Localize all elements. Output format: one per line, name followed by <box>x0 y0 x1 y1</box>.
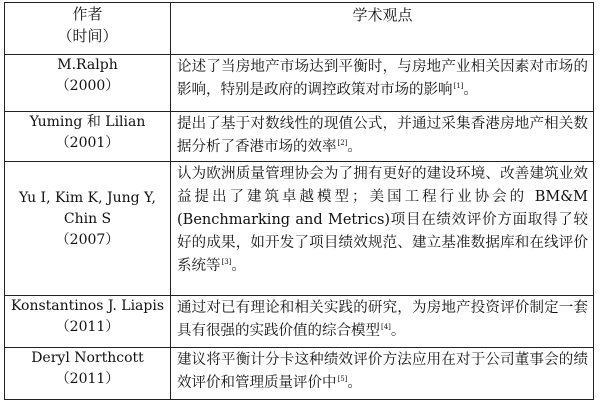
author-name: M.Ralph <box>57 57 118 73</box>
viewpoint-cell <box>171 296 594 348</box>
author-cell <box>5 296 171 348</box>
author-year: （2007） <box>55 232 120 248</box>
table-header-row <box>5 3 594 55</box>
author-year: （2011） <box>55 319 120 335</box>
sentence-end: 。 <box>390 323 406 339</box>
viewpoint-text: 建议将平衡计分卡这种绩效评价方法应用在对于公司董事会的绩效评价和管理质量评价中 <box>177 352 588 391</box>
table-row <box>5 55 594 112</box>
author-header <box>5 3 171 55</box>
viewpoint-text: 论述了当房地产市场达到平衡时，与房地产业相关因素对市场的影响，特别是政府的调控政策对市场的影响 <box>177 59 588 98</box>
table-row <box>5 162 594 296</box>
sentence-end: 。 <box>347 139 362 155</box>
sentence-end: 。 <box>347 375 362 391</box>
viewpoint-text: 提出了基于对数线性的现值公式，并通过采集香港房地产相关数据分析了香港市场的效率 <box>177 116 588 155</box>
citation-ref: [4] <box>381 323 391 331</box>
viewpoint-cell <box>171 348 594 400</box>
author-year: （2000） <box>55 78 120 94</box>
author-name: Yu I, Kim K, Jung Y, <box>19 190 156 206</box>
author-cell <box>5 162 171 296</box>
author-name: Deryl Northcott <box>31 350 144 366</box>
viewpoint-text: 认为欧洲质量管理协会为了拥有更好的建设环境、改善建筑业效益提出了建筑卓越模型；美国工程行业协会的 BM&M (Benchmarking and Metrics)项目在绩效评价方面取得了较好的成果，如开发了项目绩效规范、建立基准数据库和在线评价系统等 <box>177 166 588 274</box>
author-name: Konstantinos J. Liapis <box>10 298 165 314</box>
author-cell <box>5 112 171 162</box>
author-year: （2011） <box>55 371 120 387</box>
author-year: （2001） <box>55 135 120 151</box>
author-name-cont: Chin S <box>63 211 112 227</box>
viewpoint-header: 学术观点 <box>171 3 594 55</box>
author-cell <box>5 55 171 112</box>
viewpoint-cell <box>171 162 594 296</box>
literature-review-table <box>4 2 594 400</box>
sentence-end: 。 <box>231 258 246 274</box>
viewpoint-text: 通过对已有理论和相关实践的研究，为房地产投资评价制定一套具有很强的实践价值的综合模型 <box>177 300 588 339</box>
table-row <box>5 112 594 162</box>
citation-ref: [3] <box>221 258 232 266</box>
author-name: Yuming 和 Lilian <box>29 114 146 130</box>
viewpoint-cell <box>171 112 594 162</box>
author-cell <box>5 348 171 400</box>
table-row <box>5 348 594 400</box>
viewpoint-cell <box>171 55 594 112</box>
citation-ref: [2] <box>337 139 348 147</box>
time-header-label: （时间） <box>57 27 118 45</box>
table-row <box>5 296 594 348</box>
citation-ref: [5] <box>337 375 348 383</box>
sentence-end: 。 <box>463 82 478 98</box>
citation-ref: [1] <box>453 82 464 90</box>
author-header-label: 作者 <box>72 5 103 23</box>
